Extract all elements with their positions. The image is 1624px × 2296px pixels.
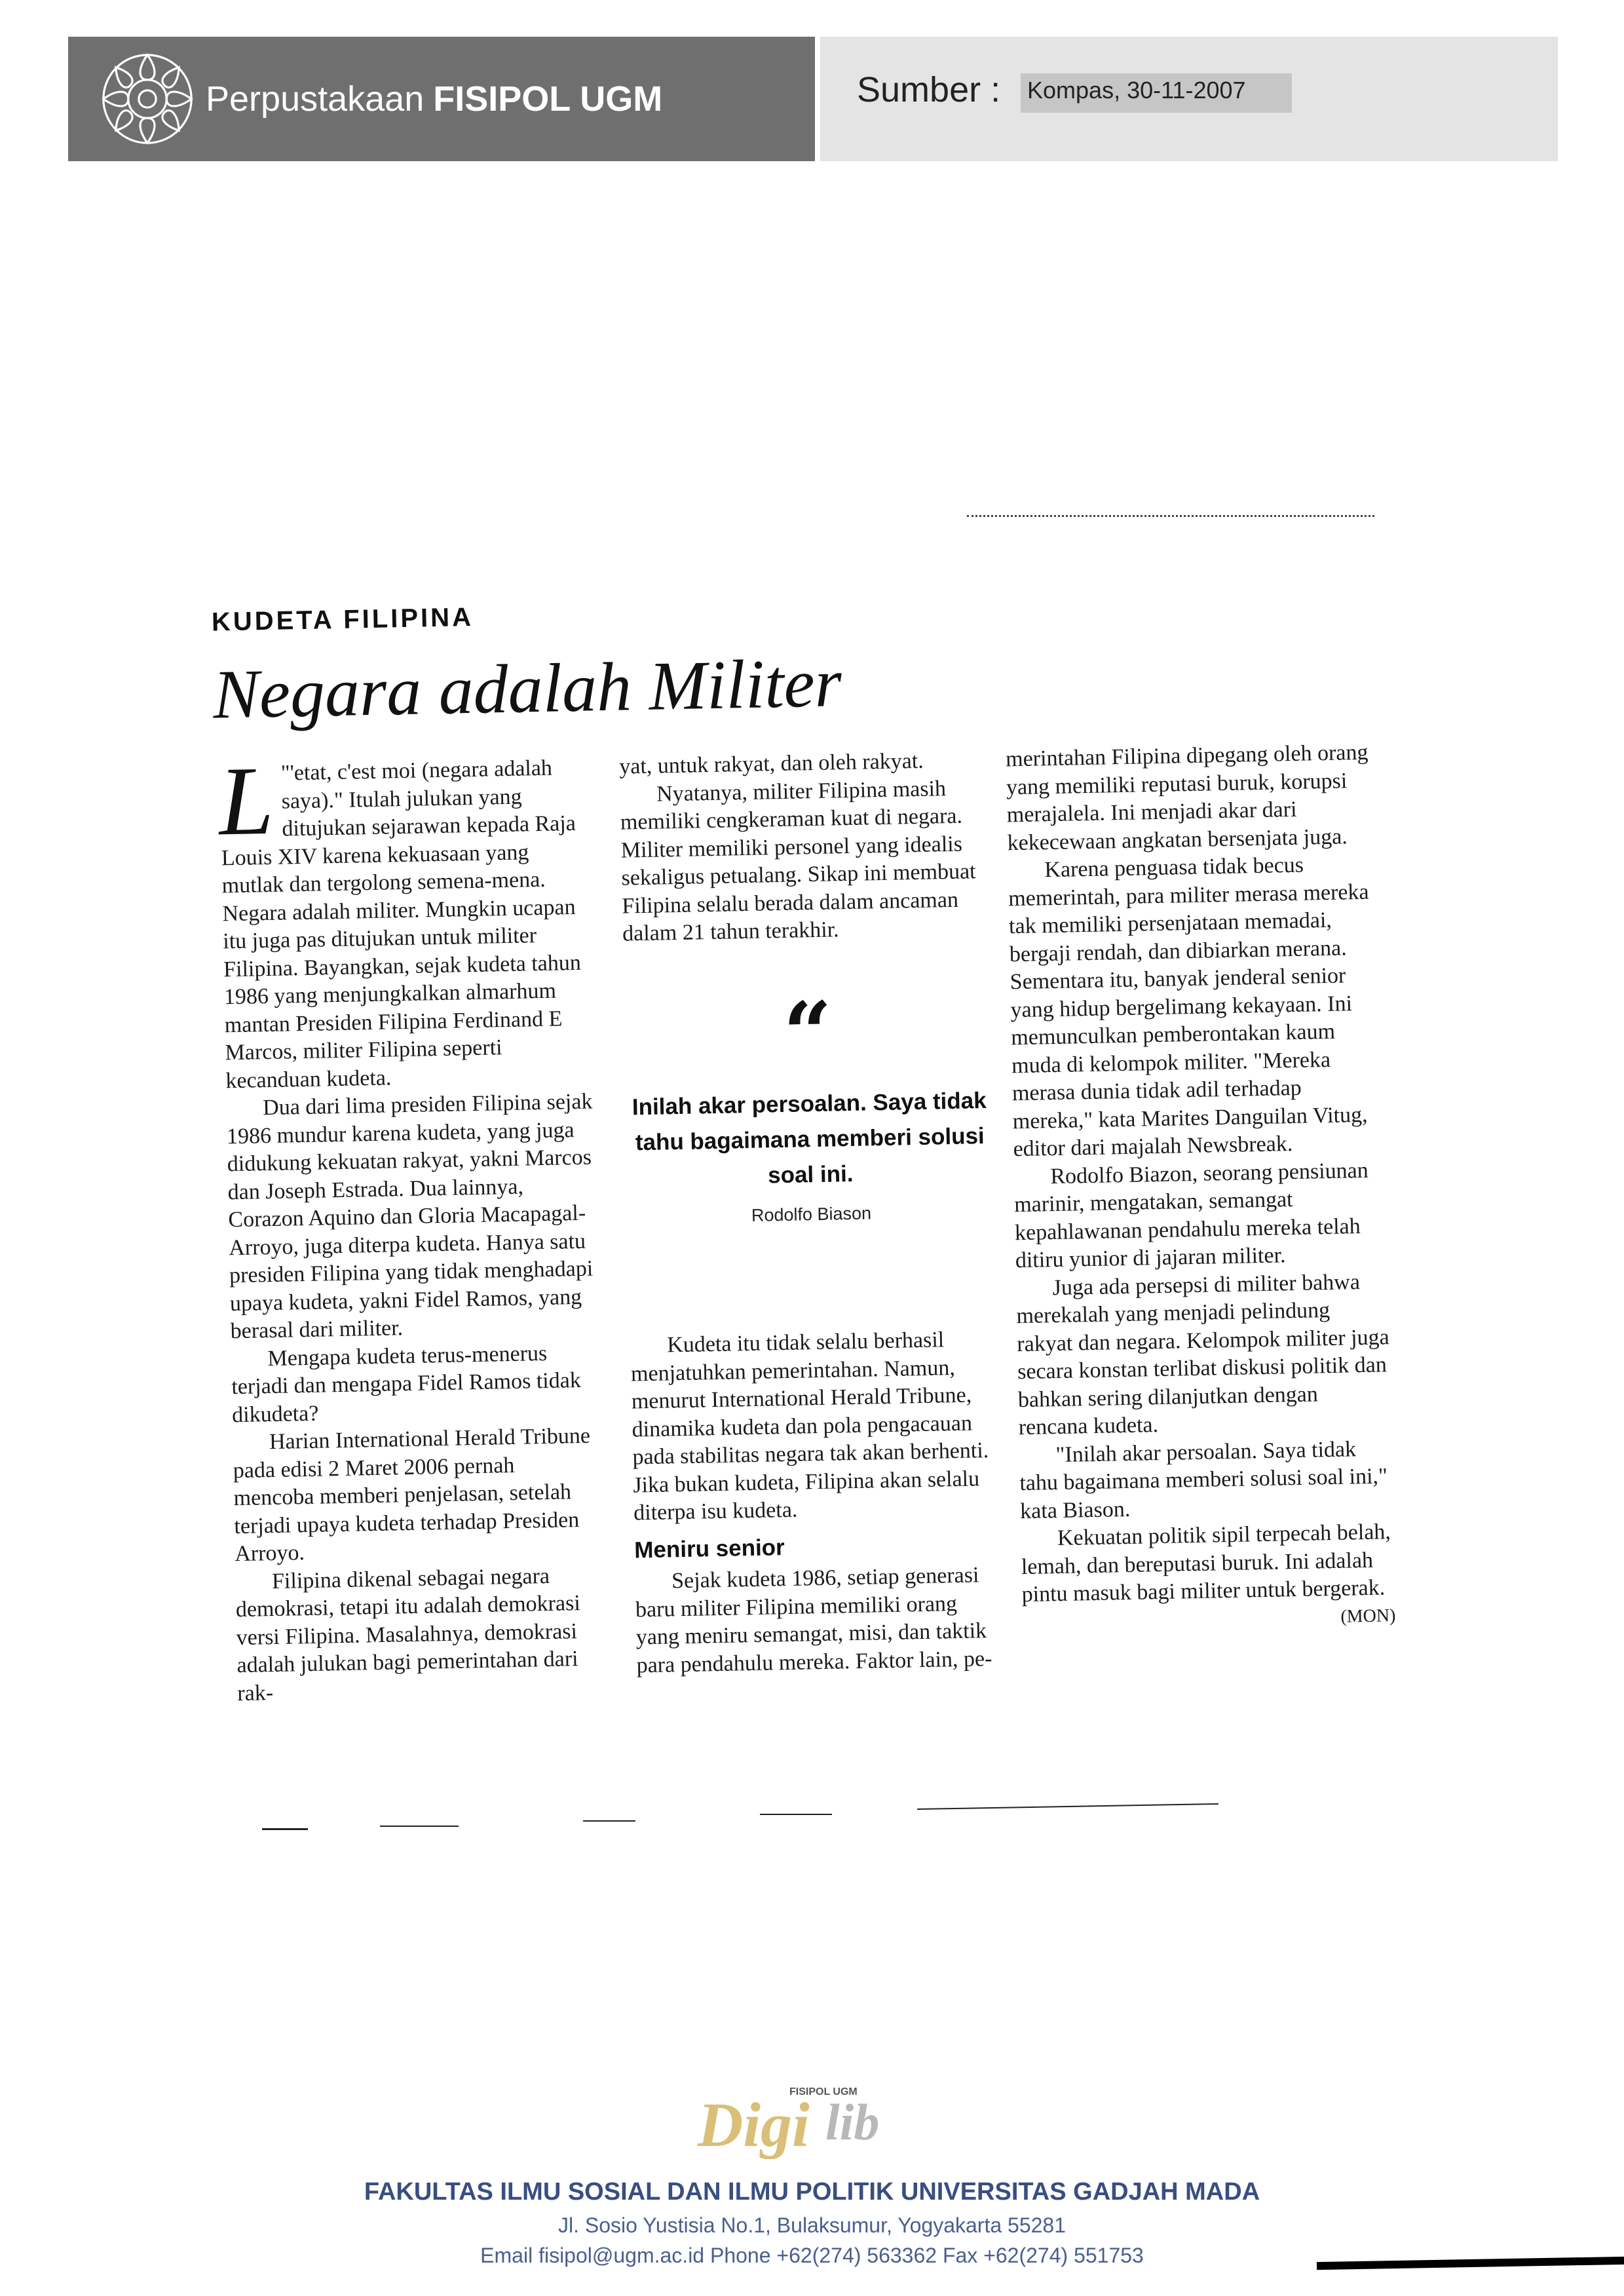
article-paragraph: Juga ada persepsi di militer bahwa merekalah yang menjadi pelindung rakyat dan negara. Kelompok militer juga secara konstan terlibat diskusi politik dan bahkan sering dilanjutkan dengan rencana kudeta.: [1016, 1269, 1389, 1440]
source-value: Kompas, 30-11-2007: [1021, 73, 1292, 113]
article-column-2-lower: [630, 1326, 1004, 1680]
article-paragraph: Kekuatan politik sipil terpecah belah, lemah, dan bereputasi buruk. Ini adalah pintu masuk bagi militer untuk bergerak.: [1021, 1520, 1391, 1607]
article-column-2: [619, 746, 990, 948]
drop-cap: L: [217, 746, 275, 856]
library-header: [68, 37, 815, 161]
article-paragraph: Nyatanya, militer Filipina masih memiliki cengkeraman kuat di negara. Militer memiliki personel yang idealis sekaligus petualang. Sikap ini membuat Filipina selalu berada dalam ancaman dalam 21 tahun terakhir.: [620, 776, 976, 946]
article-paragraph: Mengapa kudeta terus-menerus terjadi dan mengapa Fidel Ramos tidak dikudeta?: [231, 1341, 582, 1427]
faculty-address: Jl. Sosio Yustisia No.1, Bulaksumur, Yogyakarta 55281: [558, 2213, 1066, 2237]
article-subheading: Meniru senior: [633, 1534, 785, 1563]
article-paragraph: Rodolfo Biazon, seorang pensiunan marinir, mengatakan, semangat kepahlawanan pendahulu mereka telah ditiru yunior di jajaran militer.: [1013, 1158, 1369, 1273]
article-paragraph: Harian International Herald Tribune pada edisi 2 Maret 2006 pernah mencoba memberi penjelasan, setelah terjadi upaya kudeta terhadap Presiden Arroyo.: [233, 1423, 591, 1567]
article-paragraph: yat, untuk rakyat, dan oleh rakyat.: [618, 748, 924, 779]
pull-quote: [624, 982, 995, 1229]
pull-quote-text: Inilah akar persoalan. Saya tidak tahu bagaimana memberi solusi soal ini.: [632, 1088, 987, 1189]
article-headline: Negara adalah Militer: [212, 644, 842, 733]
faculty-contact: Email fisipol@ugm.ac.id Phone +62(274) 563362 Fax +62(274) 551753: [480, 2244, 1144, 2267]
article-paragraph: Sejak kudeta 1986, setiap generasi baru militer Filipina memiliki orang yang meniru semangat, misi, dan taktik para pendahulu mereka. Faktor lain, pe-: [635, 1563, 992, 1677]
digilib-logo-caption: FISIPOL UGM: [789, 2086, 858, 2097]
faculty-name: FAKULTAS ILMU SOSIAL DAN ILMU POLITIK UNIVERSITAS GADJAH MADA: [364, 2178, 1260, 2206]
library-name: FISIPOL UGM: [433, 79, 663, 119]
article-paragraph: Kudeta itu tidak selalu berhasil menjatuhkan pemerintahan. Namun, menurut International Herald Tribune, dinamika kudeta dan pola pengacauan pada stabilitas negara tak akan berhenti. Jika bukan kudeta, Filipina akan selalu diterpa isu kudeta.: [630, 1328, 989, 1525]
ugm-seal-icon: [100, 51, 195, 147]
article-paragraph: Dua dari lima presiden Filipina sejak 1986 mundur karena kudeta, yang juga didukung kekuatan rakyat, yakni Marcos dan Joseph Estrada. Dua lainnya, Corazon Aquino dan Gloria Macapagal-Arroyo, juga diterpa kudeta. Hanya satu presiden Filipina yang tidak menghadapi upaya kudeta, yakni Fidel Ramos, yang berasal dari militer.: [226, 1089, 594, 1344]
scan-bottom-rule: [917, 1803, 1218, 1810]
scan-dotted-rule: [967, 515, 1374, 517]
digilib-logo-word-lib: lib: [825, 2094, 880, 2151]
quote-icon: “: [782, 982, 834, 1084]
news-article: [197, 566, 1464, 1802]
article-column-1: [217, 746, 605, 1708]
source-label: Sumber :: [857, 70, 1001, 109]
digilib-logo: [691, 2080, 940, 2159]
scan-bottom-rule: [262, 1828, 308, 1830]
article-column-3: [1006, 738, 1396, 1637]
pull-quote-author: Rodolfo Biason: [751, 1203, 872, 1225]
source-panel: [820, 37, 1558, 161]
article-paragraph: "'etat, c'est moi (negara adalah saya)." Itulah julukan yang ditujukan sejarawan kepada Raja Louis XIV karena kekuasaan yang mutlak dan tergolong semena-mena. Negara adalah militer. Mungkin ucapan itu juga pas ditujukan untuk militer Filipina. Bayangkan, sejak kudeta tahun 1986 yang menjungkalkan almarhum mantan Presiden Filipina Ferdinand E Marcos, militer Filipina seperti kecanduan kudeta.: [221, 756, 582, 1093]
article-paragraph: merintahan Filipina dipegang oleh orang yang memiliki reputasi buruk, korupsi merajalela. Ini menjadi akar dari kekecewaan angkatan bersenjata juga.: [1005, 740, 1369, 855]
scan-bottom-rule: [760, 1814, 832, 1815]
article-paragraph: Filipina dikenal sebagai negara demokrasi, tetapi itu adalah demokrasi versi Filipina. Masalahnya, demokrasi adalah julukan bagi pemerintahan dari rak-: [235, 1563, 581, 1706]
digilib-logo-word: Digi: [698, 2090, 810, 2159]
library-prefix: Perpustakaan: [206, 79, 425, 119]
article-kicker: KUDETA FILIPINA: [211, 602, 474, 637]
article-paragraph: Karena penguasa tidak becus memerintah, para militer merasa mereka tak memiliki persenjataan memadai, bergaji rendah, dan dibiarkan merana. Sementara itu, banyak jenderal senior yang hidup bergelimang kekayaan. Ini memunculkan pemberontakan kaum muda di kelompok militer. "Mereka merasa dunia tidak adil terhadap mereka," kata Marites Danguilan Vitug, editor dari majalah Newsbreak.: [1008, 852, 1369, 1162]
article-byline: (MON): [1340, 1605, 1396, 1627]
scan-bottom-rule: [380, 1826, 459, 1827]
scan-bottom-rule: [583, 1820, 635, 1822]
article-paragraph: "Inilah akar persoalan. Saya tidak tahu bagaimana memberi solusi soal ini," kata Biason.: [1019, 1436, 1388, 1523]
library-title: [206, 37, 662, 161]
